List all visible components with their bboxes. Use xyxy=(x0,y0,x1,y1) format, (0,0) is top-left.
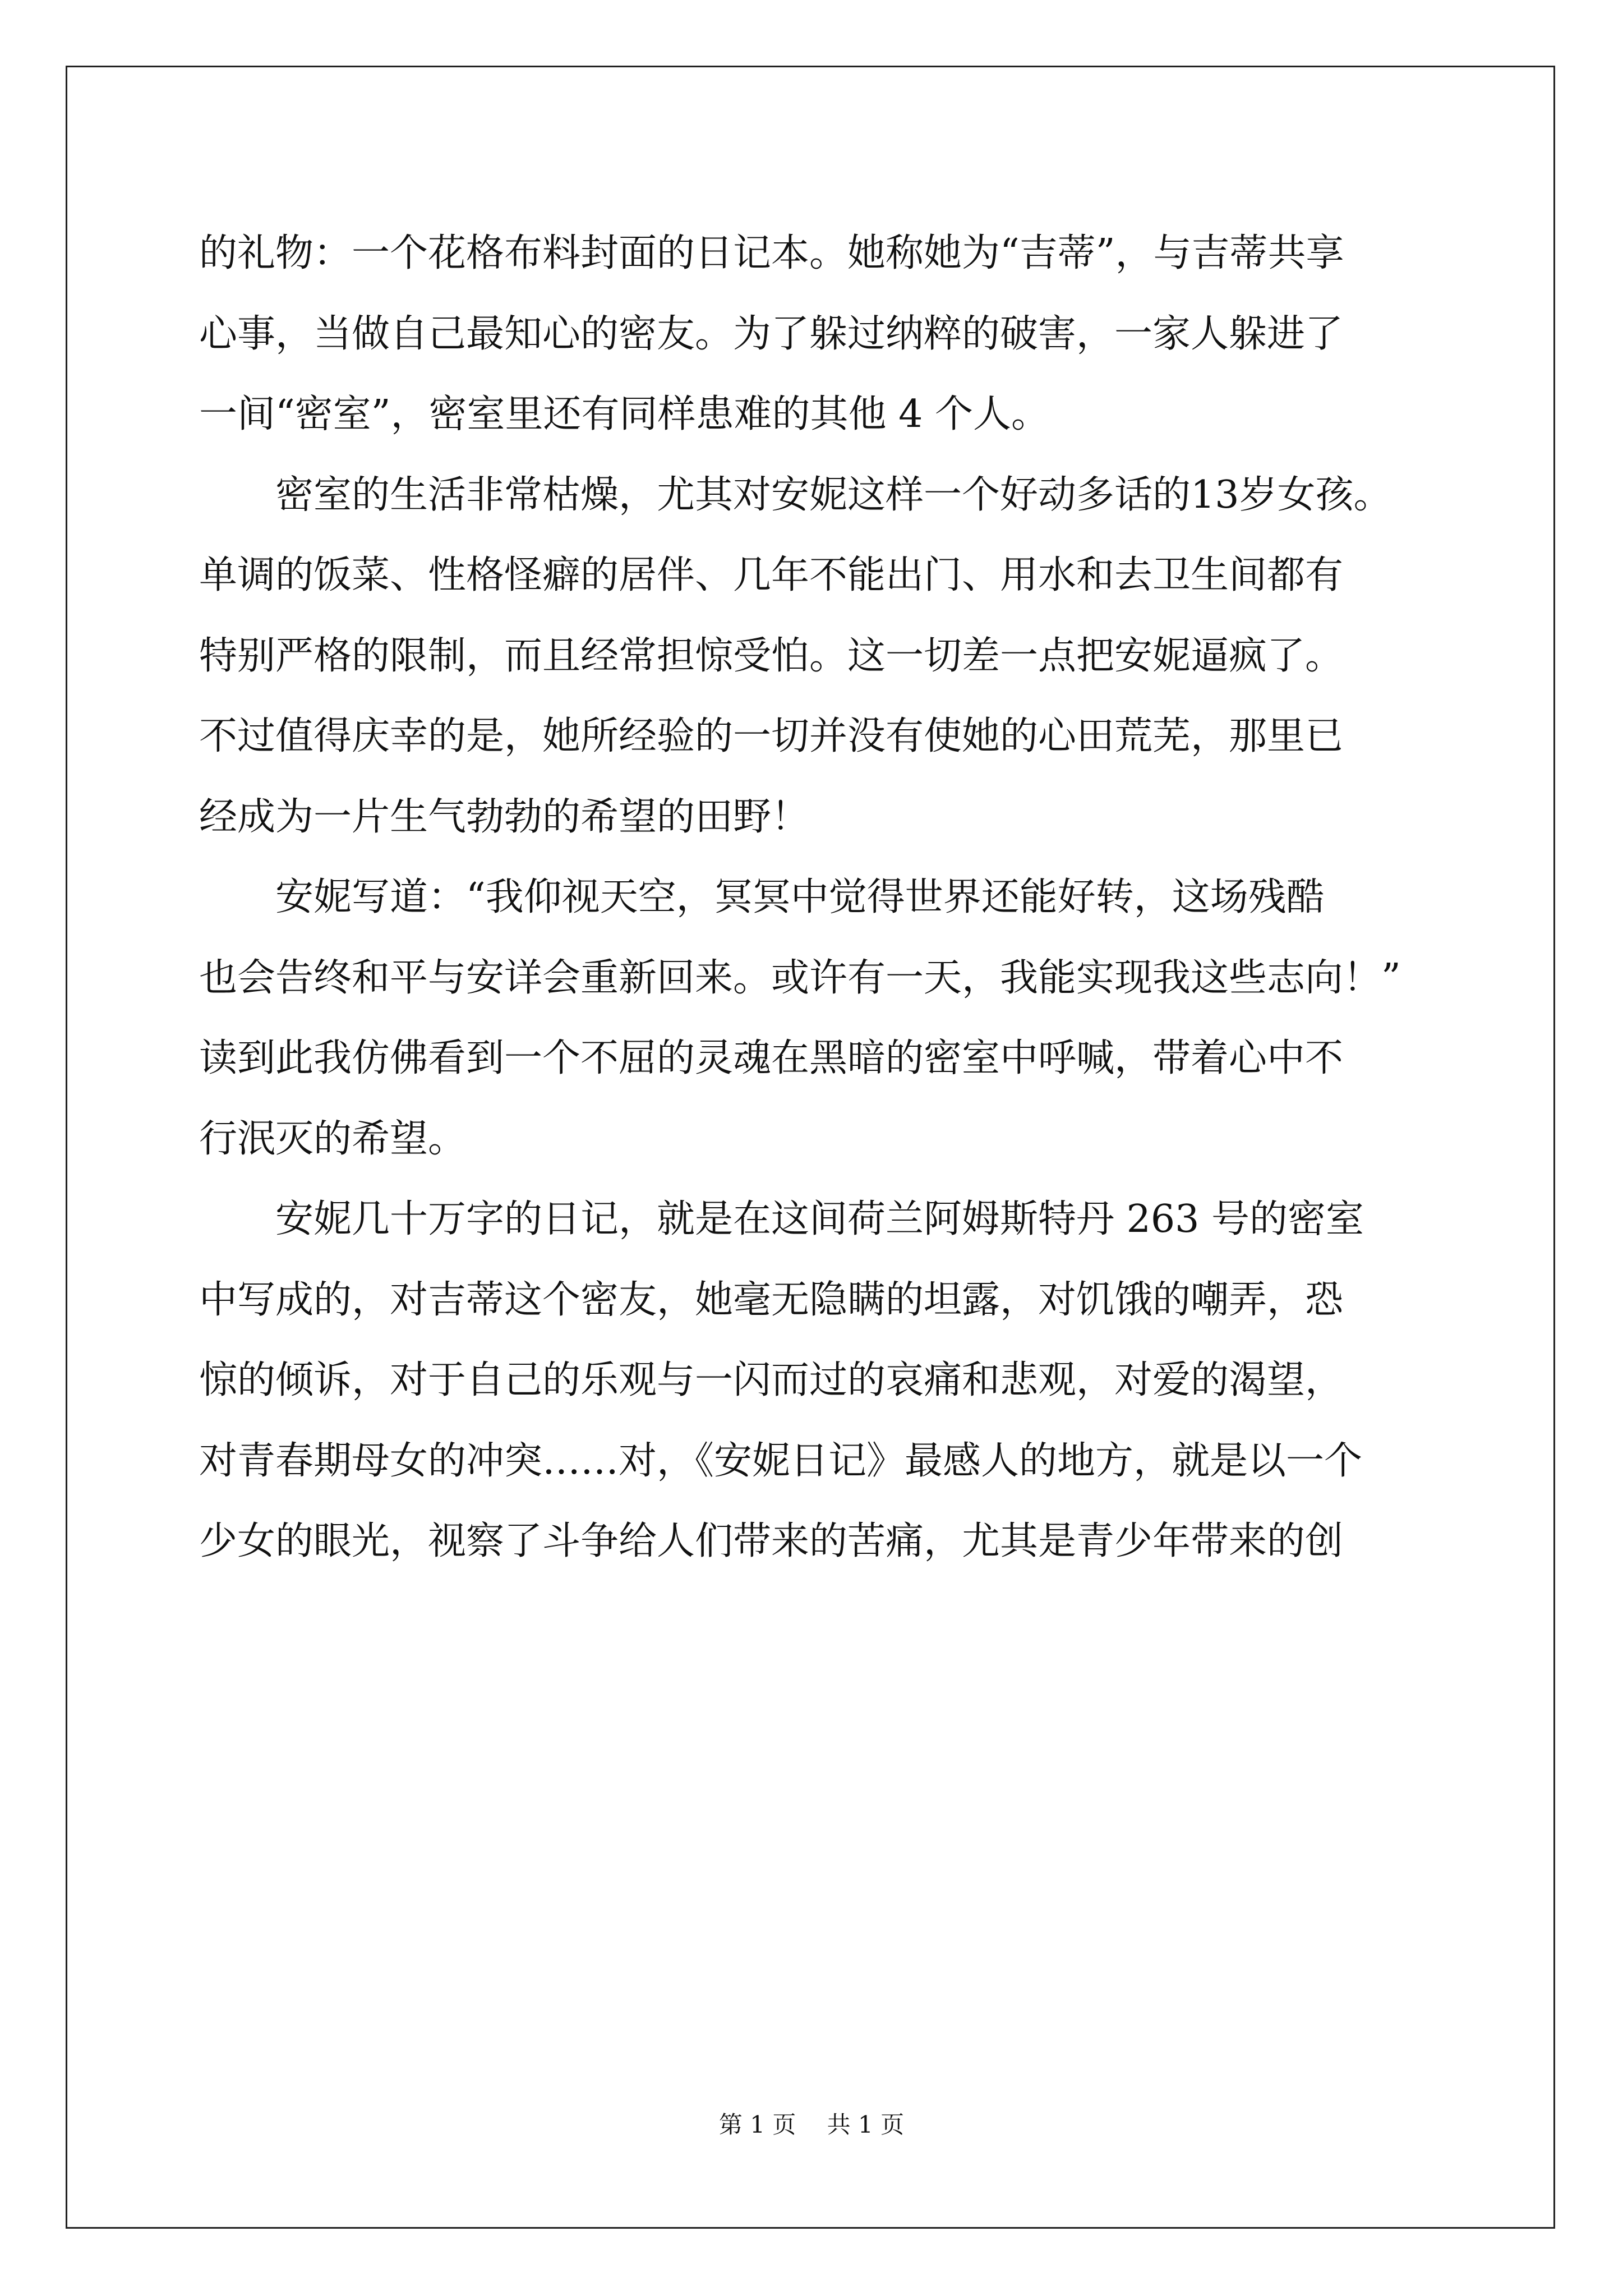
text-line: 心事，当做自己最知心的密友。为了躲过纳粹的破害，一家人躲进了 xyxy=(199,311,1344,356)
text-line: 惊的倾诉，对于自己的乐观与一闪而过的哀痛和悲观，对爱的渴望， xyxy=(199,1358,1344,1402)
text-line: 安妮几十万字的日记，就是在这间荷兰阿姆斯特丹 263 号的密室 xyxy=(199,1197,1364,1241)
text-line: 的礼物：一个花格布料封面的日记本。她称她为“吉蒂”，与吉蒂共享 xyxy=(199,231,1344,275)
text-line: 安妮写道：“我仰视天空，冥冥中觉得世界还能好转，这场残酷 xyxy=(199,875,1325,919)
text-line: 一间“密室”，密室里还有同样患难的其他 4 个人。 xyxy=(199,392,1050,436)
document-body xyxy=(199,213,1433,1582)
text-line: 不过值得庆幸的是，她所经验的一切并没有使她的心田荒芜，那里已 xyxy=(199,714,1344,758)
text-line: 读到此我仿佛看到一个不屈的灵魂在黑暗的密室中呼喊，带着心中不 xyxy=(199,1036,1344,1080)
text-line: 中写成的，对吉蒂这个密友，她毫无隐瞒的坦露，对饥饿的嘲弄，恐 xyxy=(199,1277,1344,1322)
text-line: 也会告终和平与安详会重新回来。或许有一天，我能实现我这些志向！” xyxy=(199,955,1401,1000)
text-line: 特别严格的限制，而且经常担惊受怕。这一切差一点把安妮逼疯了。 xyxy=(199,633,1344,678)
text-line: 行泯灭的希望。 xyxy=(199,1116,467,1161)
text-line: 单调的饭菜、性格怪癖的居伴、几年不能出门、用水和去卫生间都有 xyxy=(199,553,1344,597)
text-line: 对青春期母女的冲突……对，《安妮日记》最感人的地方，就是以一个 xyxy=(199,1438,1363,1483)
text-line: 少女的眼光，视察了斗争给人们带来的苦痛，尤其是青少年带来的创 xyxy=(199,1519,1344,1563)
page-number-footer: 第 1 页 共 1 页 xyxy=(718,2111,905,2138)
text-line: 密室的生活非常枯燥，尤其对安妮这样一个好动多话的13岁女孩。 xyxy=(199,472,1392,517)
text-line: 经成为一片生气勃勃的希望的田野！ xyxy=(199,794,810,839)
